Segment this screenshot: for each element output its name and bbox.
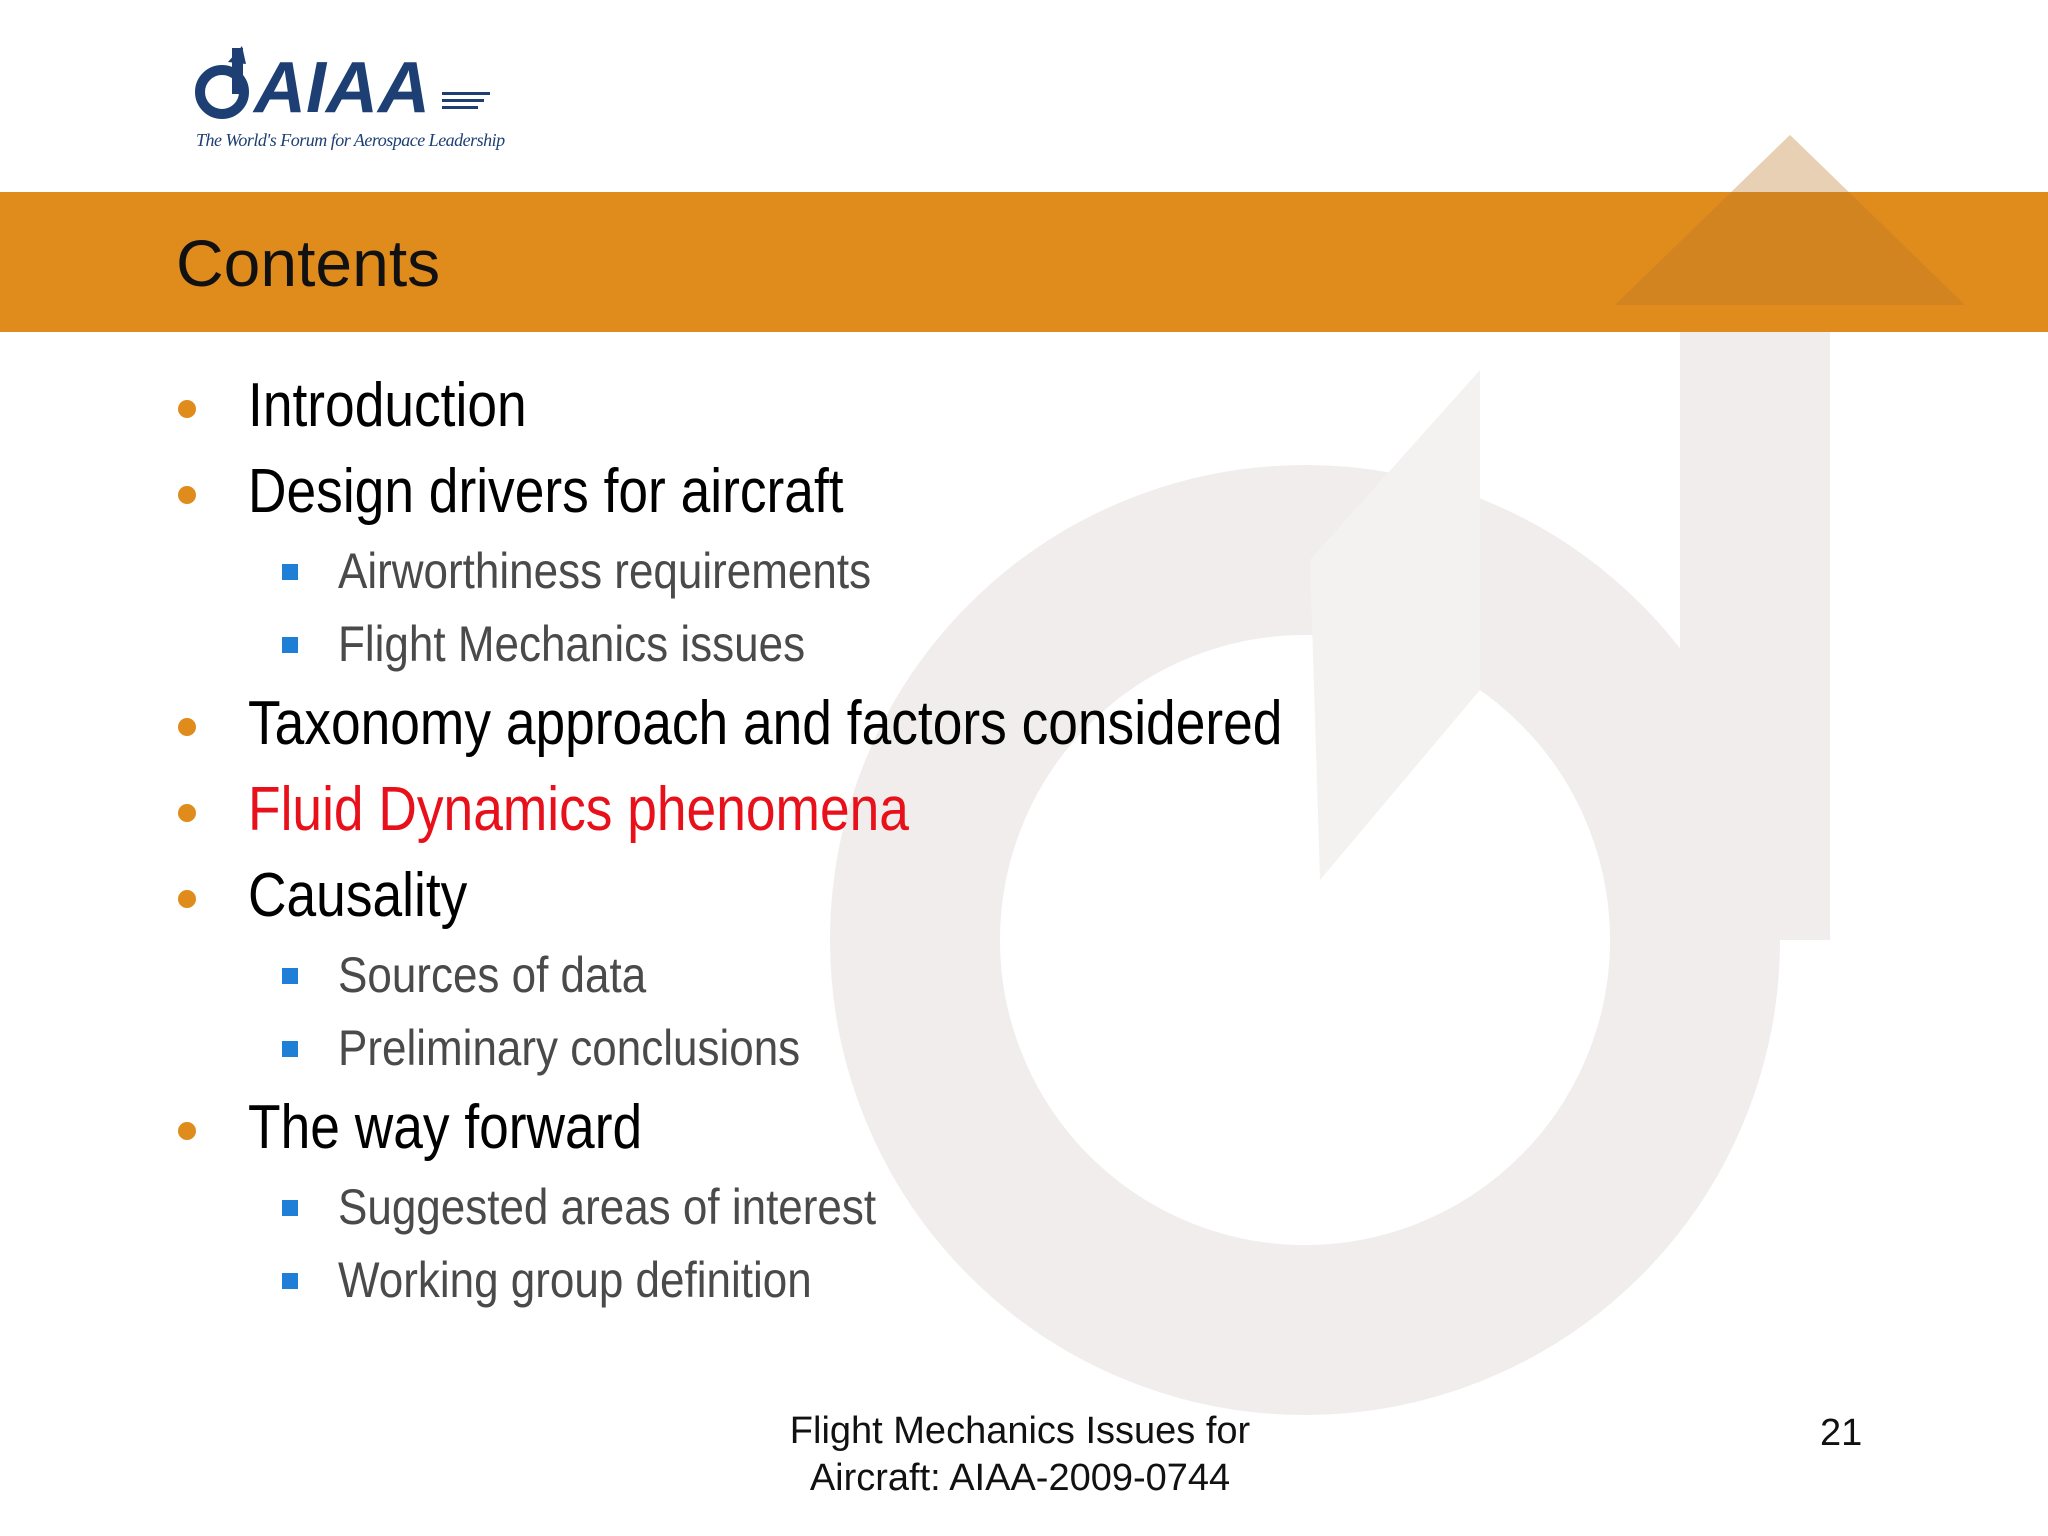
- logo-tagline: The World's Forum for Aerospace Leadership: [196, 130, 505, 150]
- page-number: 21: [1820, 1412, 1863, 1454]
- list-item: Working group definition: [338, 1252, 812, 1308]
- list-item: Taxonomy approach and factors considered: [248, 689, 1283, 758]
- list-item: Flight Mechanics issues: [338, 616, 806, 672]
- blue-square-bullet-icon: [282, 637, 298, 653]
- blue-square-bullet-icon: [282, 1200, 298, 1216]
- blue-square-bullet-icon: [282, 1041, 298, 1057]
- blue-square-bullet-icon: [282, 564, 298, 580]
- list-item: Airworthiness requirements: [338, 543, 872, 599]
- orange-bullet-icon: [178, 400, 196, 418]
- orange-bullet-icon: [178, 486, 196, 504]
- orange-bullet-icon: [178, 718, 196, 736]
- list-item: Sources of data: [338, 947, 647, 1003]
- list-item: Introduction: [248, 371, 527, 440]
- list-item: Suggested areas of interest: [338, 1179, 877, 1235]
- logo-wordmark: AIAA: [254, 48, 430, 128]
- list-item: The way forward: [248, 1093, 643, 1162]
- blue-square-bullet-icon: [282, 968, 298, 984]
- footer-line-1: Flight Mechanics Issues for: [789, 1410, 1251, 1452]
- list-item: Causality: [248, 861, 468, 930]
- orange-bullet-icon: [178, 890, 196, 908]
- blue-square-bullet-icon: [282, 1273, 298, 1289]
- list-item: Preliminary conclusions: [338, 1020, 801, 1076]
- orange-bullet-icon: [178, 804, 196, 822]
- slide-footer: [760, 1408, 1280, 1502]
- footer-line-2: Aircraft: AIAA-2009-0744: [809, 1457, 1231, 1499]
- list-item: Design drivers for aircraft: [248, 457, 844, 526]
- slide-title: Contents: [176, 226, 441, 300]
- list-item-current: Fluid Dynamics phenomena: [248, 775, 909, 844]
- orange-bullet-icon: [178, 1122, 196, 1140]
